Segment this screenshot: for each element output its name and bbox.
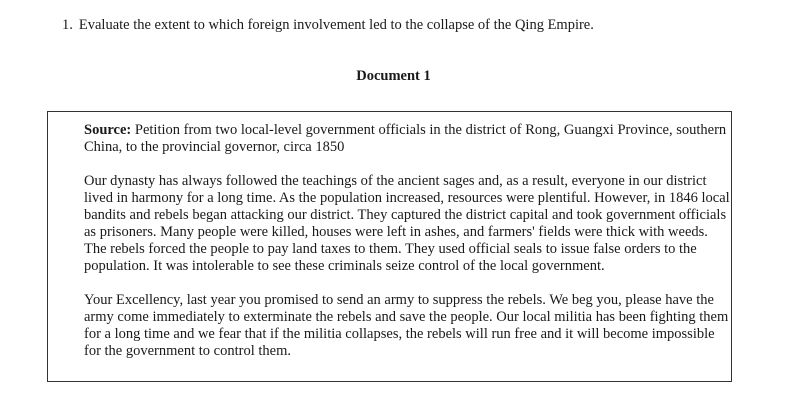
question-prompt: [62, 16, 594, 34]
question-text: Evaluate the extent to which foreign involvement led to the collapse of the Qing Empire.: [78, 17, 594, 33]
source-attribution: [84, 122, 732, 156]
source-text: Petition from two local-level government officials in the district of Rong, Guangxi Province, southern China, to the provincial governor, circa 1850: [84, 122, 727, 155]
source-label: Source:: [84, 122, 132, 138]
document-content: [84, 122, 732, 360]
document-heading: Document 1: [356, 68, 431, 84]
document-paragraph-1: Our dynasty has always followed the teachings of the ancient sages and, as a result, everyone in our district lived in harmony for a long time. As the population increased, resources were plentiful. However, in 1846 local bandits and rebels began attacking our district. They captured the district capital and took government officials as prisoners. Many people were killed, houses were left in ashes, and farmers' fields were thick with weeds. The rebels forced the people to pay land taxes to them. They used official seals to issue false orders to the population. It was intolerable to see these criminals seize control of the local government.: [84, 173, 730, 274]
paragraph-spacer: [84, 156, 732, 173]
document-box: [47, 111, 732, 382]
paragraph-spacer: [84, 275, 732, 292]
document-paragraph-2: Your Excellency, last year you promised to send an army to suppress the rebels. We beg you, please have the army come immediately to exterminate the rebels and save the people. Our local militia has been fighting them for a long time and we fear that if the militia collapses, the rebels will run free and it will become impossible for the government to control them.: [84, 292, 729, 359]
question-number: 1.: [62, 17, 73, 33]
